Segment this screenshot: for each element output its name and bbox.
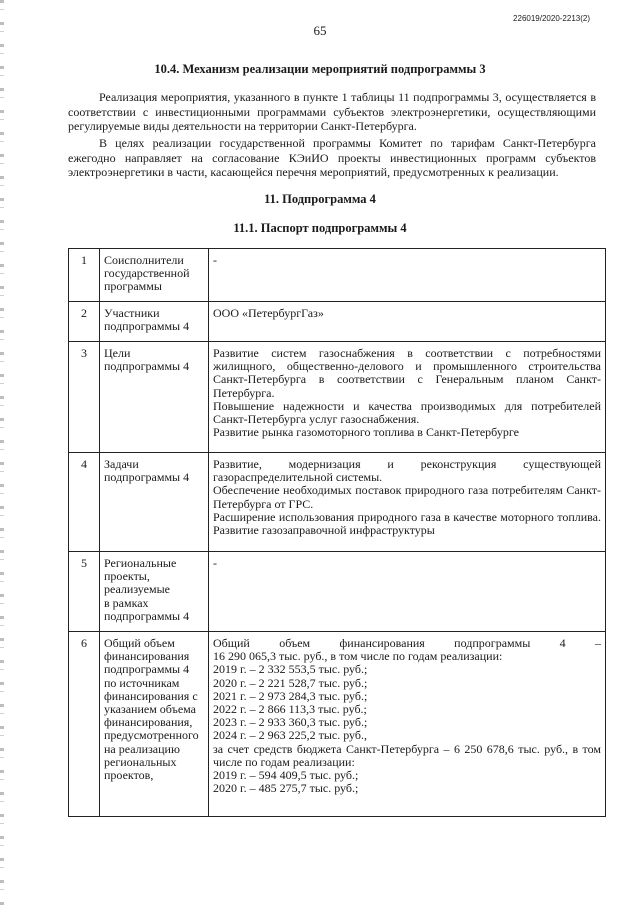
table-row: [69, 342, 606, 453]
section-11-1-title: 11.1. Паспорт подпрограммы 4: [233, 221, 407, 235]
page-number: 65: [313, 23, 327, 38]
row-content: Развитие систем газоснабжения в соответствии с потребностями жилищного, общественно-делового и промышленного строительства Санкт-Петербурга в соответствии с Генеральным планом Санкт-Петербурга. Повышение надежности и качества производимых для потребителей Санкт-Петербурга услуг газоснабжения. Развитие рынка газомоторного топлива в Санкт-Петербурге: [209, 342, 606, 453]
year-line: 2024 г. – 2 963 225,2 тыс. руб.,: [213, 728, 367, 743]
table-row: [69, 302, 606, 342]
row-label: Участники подпрограммы 4: [100, 302, 209, 342]
budget-year-line: 2019 г. – 594 409,5 тыс. руб.;: [213, 768, 359, 783]
year-line: 2021 г. – 2 973 284,3 тыс. руб.;: [213, 688, 368, 703]
year-line: 2019 г. – 2 332 553,5 тыс. руб.;: [213, 662, 368, 677]
row-label: Региональные проекты, реализуемые в рамках подпрограммы 4: [100, 552, 209, 632]
financing-total: 16 290 065,3 тыс. руб., в том числе по годам реализации:: [213, 649, 503, 664]
scan-edge: [0, 0, 4, 905]
row-content: Развитие, модернизация и реконструкция существующей газораспределительной системы. Обеспечение необходимых поставок природного газа потребителям Санкт-Петербурга от ГРС. Расширение использования природного газа в качестве моторного топлива. Развитие газозаправочной инфраструктуры: [209, 453, 606, 552]
paragraph-1: Реализация мероприятия, указанного в пункте 1 таблицы 11 подпрограммы 3, осуществляется в соответствии с инвестиционными программами субъектов электроэнергетики, осуществляющими регулируемые виды деятельности на территории Санкт-Петербурга.: [68, 90, 596, 133]
table-row: [69, 453, 606, 552]
row-label: Общий объем финансирования подпрограммы 4 по источникам финансирования с указанием объема финансирования, предусмотренного на реализацию региональных проектов,: [100, 632, 209, 817]
budget-year-line: 2020 г. – 485 275,7 тыс. руб.;: [213, 781, 359, 796]
year-line: 2022 г. – 2 866 113,3 тыс. руб.;: [213, 702, 367, 717]
row-number: 4: [69, 453, 100, 552]
table-row: [69, 632, 606, 817]
year-line: 2020 г. – 2 221 528,7 тыс. руб.;: [213, 675, 368, 690]
paragraph-2: В целях реализации государственной программы Комитет по тарифам Санкт-Петербурга ежегодно направляет на согласование КЭиИО проекты инвестиционных программ субъектов электроэнергетики в части, касающейся перечня мероприятий, предусмотренных к реализации.: [68, 136, 596, 179]
row-label: Соисполнители государственной программы: [100, 249, 209, 302]
row-number: 3: [69, 342, 100, 453]
row-content: -: [209, 552, 606, 632]
row-content: ООО «ПетербургГаз»: [209, 302, 606, 342]
table-row: [69, 552, 606, 632]
row-content: [209, 632, 606, 817]
budget-line: за счет средств бюджета Санкт-Петербурга – 6 250 678,6 тыс. руб., в том числе по годам реализации:: [213, 741, 601, 769]
row-content: -: [209, 249, 606, 302]
document-code: 226019/2020-2213(2): [513, 14, 590, 23]
row-number: 5: [69, 552, 100, 632]
row-number: 6: [69, 632, 100, 817]
year-line: 2023 г. – 2 933 360,3 тыс. руб.;: [213, 715, 368, 730]
row-label: Цели подпрограммы 4: [100, 342, 209, 453]
section-11-title: 11. Подпрограмма 4: [264, 192, 376, 206]
row-label: Задачи подпрограммы 4: [100, 453, 209, 552]
financing-intro: Общий объем финансирования подпрограммы 4 –: [213, 636, 601, 650]
table-row: [69, 249, 606, 302]
passport-table: [68, 248, 606, 817]
row-number: 2: [69, 302, 100, 342]
section-10-4-title: 10.4. Механизм реализации мероприятий подпрограммы 3: [154, 62, 486, 76]
row-number: 1: [69, 249, 100, 302]
